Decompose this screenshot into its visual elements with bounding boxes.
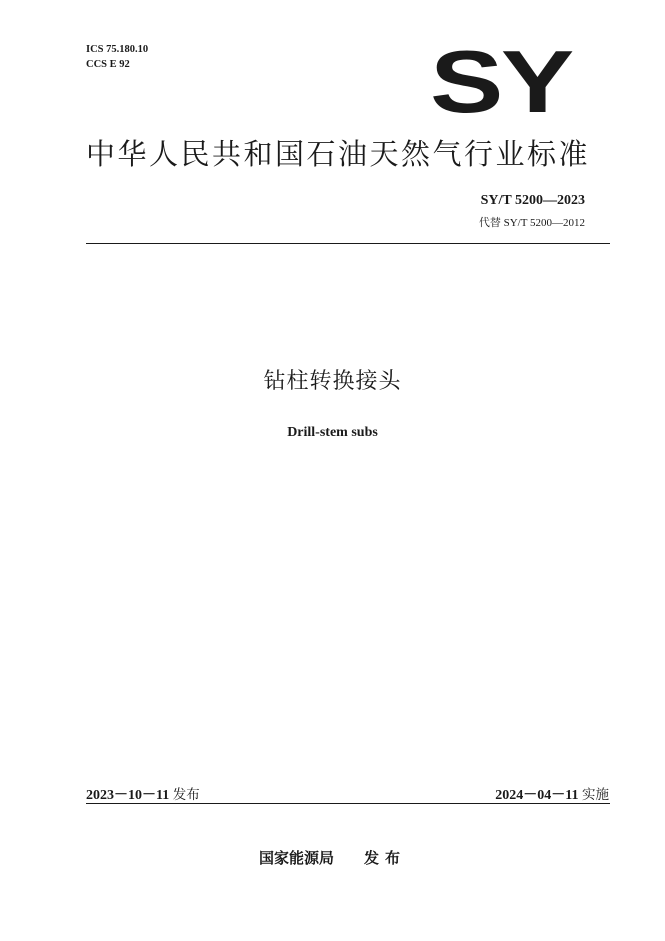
classification-codes bbox=[86, 42, 148, 72]
standard-number: SY/T 5200—2023 bbox=[480, 193, 585, 208]
document-title-chinese: 钻柱转换接头 bbox=[263, 369, 402, 394]
ics-code: ICS 75.180.10 bbox=[86, 44, 149, 55]
issue-date-block bbox=[86, 783, 200, 804]
publisher-line bbox=[0, 847, 665, 868]
issue-date: 2023－10－11 bbox=[86, 788, 170, 803]
standard-category-heading: 中华人民共和国石油天然气行业标准 bbox=[86, 137, 591, 171]
sy-logo: SY bbox=[430, 32, 572, 131]
publisher-action: 发布 bbox=[364, 849, 407, 867]
implementation-date-block bbox=[495, 783, 609, 804]
document-title-english: Drill-stem subs bbox=[287, 425, 378, 440]
implementation-label: 实施 bbox=[582, 787, 609, 803]
publisher-name: 国家能源局 bbox=[258, 849, 334, 867]
replaces-standard: 代替 SY/T 5200—2012 bbox=[478, 217, 585, 229]
issue-label: 发布 bbox=[172, 787, 200, 803]
implementation-date: 2024－04－11 bbox=[495, 788, 579, 803]
top-divider bbox=[86, 243, 610, 244]
bottom-divider bbox=[86, 803, 610, 804]
ccs-code: CCS E 92 bbox=[86, 59, 130, 70]
